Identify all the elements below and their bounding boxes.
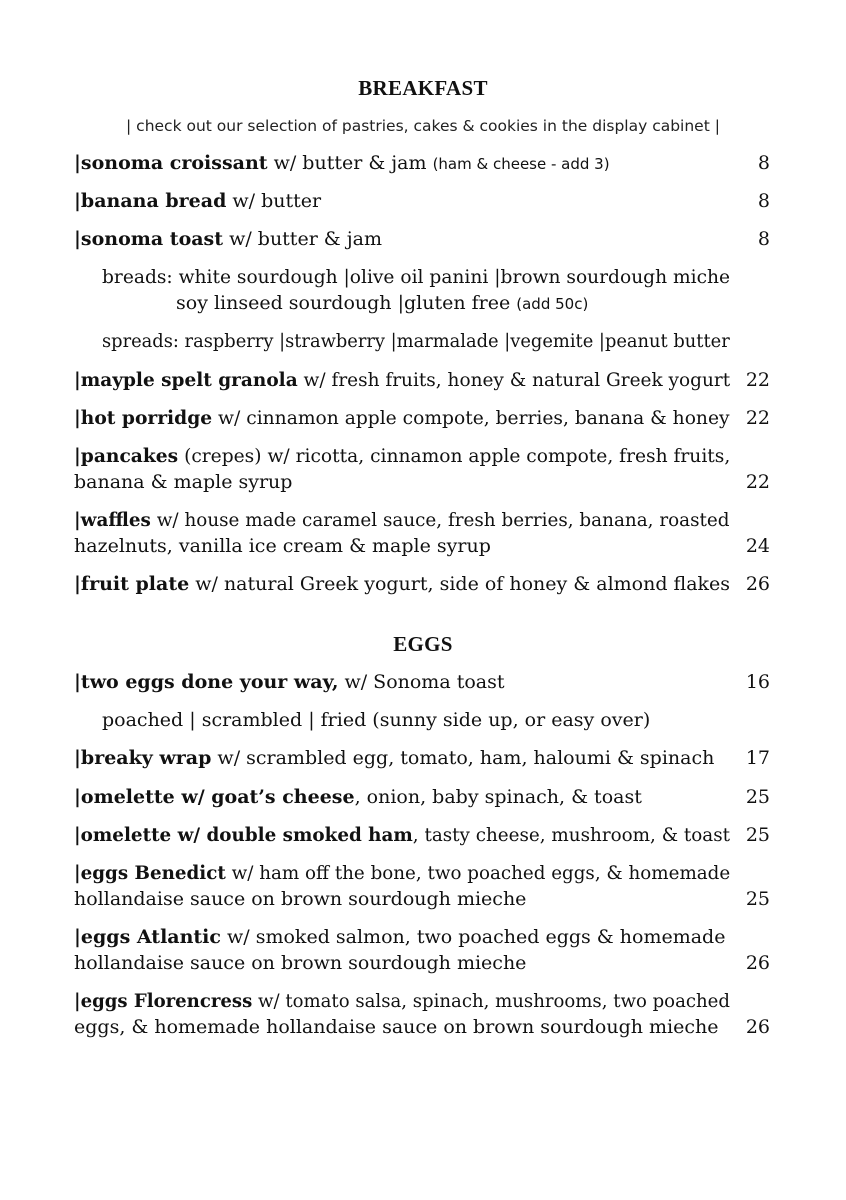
menu-item-porridge — [74, 405, 730, 431]
item-name: |mayple spelt granola — [74, 369, 298, 391]
item-name: |fruit plate — [74, 573, 190, 595]
item-desc-continued: eggs, & homemade hollandaise sauce on brown sourdough mieche — [74, 1016, 719, 1038]
menu-item-granola — [74, 367, 730, 393]
item-name: |sonoma toast — [74, 228, 224, 250]
item-price: 16 — [745, 671, 770, 693]
breakfast-heading: BREAKFAST — [358, 76, 488, 100]
item-desc-continued: hazelnuts, vanilla ice cream & maple syrup — [74, 535, 491, 557]
item-price: 24 — [745, 535, 770, 557]
spreads-line: spreads: raspberry |strawberry |marmalade |vegemite |peanut butter — [102, 330, 730, 352]
menu-item-two-eggs — [74, 669, 504, 695]
item-price: 26 — [745, 573, 770, 595]
item-desc: w/ natural Greek yogurt, side of honey & almond flakes — [189, 573, 731, 595]
item-desc: w/ house made caramel sauce, fresh berries, banana, roasted — [150, 509, 730, 531]
item-desc: w/ scrambled egg, tomato, ham, haloumi & spinach — [211, 747, 715, 769]
item-price: 26 — [745, 952, 770, 974]
item-desc-continued: hollandaise sauce on brown sourdough mieche — [74, 952, 527, 974]
item-name: |omelette w/ double smoked ham — [74, 824, 413, 846]
menu-item-eggs-benedict — [74, 860, 730, 886]
item-name: |eggs Benedict — [74, 862, 226, 884]
item-name: |omelette w/ goat’s cheese — [74, 786, 355, 808]
menu-item-eggs-florencress — [74, 988, 730, 1014]
menu-item-breaky-wrap — [74, 745, 714, 771]
item-name: |eggs Atlantic — [74, 926, 221, 948]
egg-styles-line: poached | scrambled | fried (sunny side up, or easy over) — [102, 709, 651, 731]
item-desc: , onion, baby spinach, & toast — [354, 786, 642, 808]
item-desc-continued: banana & maple syrup — [74, 471, 293, 493]
item-price: 8 — [757, 190, 770, 212]
item-desc: w/ Sonoma toast — [338, 671, 505, 693]
breads-line: breads: white sourdough |olive oil panini |brown sourdough miche — [102, 266, 731, 288]
eggs-heading: EGGS — [393, 632, 453, 656]
item-price: 25 — [745, 824, 770, 846]
menu-item-omelette-goats-cheese — [74, 784, 642, 810]
item-desc: w/ smoked salmon, two poached eggs & homemade — [220, 926, 726, 948]
item-price: 22 — [745, 407, 770, 429]
item-price: 17 — [745, 747, 770, 769]
item-name: |waffles — [74, 509, 151, 531]
menu-item-eggs-atlantic — [74, 924, 725, 950]
item-price: 26 — [745, 1016, 770, 1038]
item-desc-continued: hollandaise sauce on brown sourdough mieche — [74, 888, 527, 910]
item-name: |two eggs done your way, — [74, 671, 339, 693]
item-price: 25 — [745, 786, 770, 808]
item-name: |banana bread — [74, 190, 227, 212]
item-name: |hot porridge — [74, 407, 213, 429]
item-price: 22 — [745, 471, 770, 493]
breads-line-2 — [176, 290, 588, 317]
item-price: 22 — [745, 369, 770, 391]
item-name: |breaky wrap — [74, 747, 212, 769]
menu-item-banana-bread — [74, 188, 321, 214]
breakfast-tagline: | check out our selection of pastries, cakes & cookies in the display cabinet | — [126, 117, 720, 135]
item-name: |eggs Florencress — [74, 990, 253, 1012]
item-desc: (crepes) w/ ricotta, cinnamon apple compote, fresh fruits, — [178, 445, 731, 467]
item-note: (ham & cheese - add 3) — [432, 155, 610, 173]
item-desc: w/ fresh fruits, honey & natural Greek yogurt — [297, 369, 731, 391]
item-desc: w/ cinnamon apple compote, berries, banana & honey — [212, 407, 730, 429]
menu-item-sonoma-croissant — [74, 150, 610, 177]
item-price: 8 — [757, 152, 770, 174]
menu-item-fruit-plate — [74, 571, 730, 597]
menu-item-omelette-ham — [74, 822, 730, 848]
breads-note: (add 50c) — [516, 295, 589, 313]
item-price: 8 — [757, 228, 770, 250]
item-name: |pancakes — [74, 445, 179, 467]
item-desc: w/ butter — [226, 190, 322, 212]
item-desc: w/ butter & jam — [223, 228, 382, 250]
item-desc: w/ tomato salsa, spinach, mushrooms, two poached — [252, 990, 730, 1012]
item-desc: w/ butter & jam — [267, 152, 433, 174]
menu-item-pancakes — [74, 443, 730, 469]
item-desc: w/ ham off the bone, two poached eggs, & homemade — [225, 862, 731, 884]
breads-text: soy linseed sourdough |gluten free — [176, 292, 517, 314]
menu-item-waffles — [74, 507, 729, 533]
menu-item-sonoma-toast — [74, 226, 382, 252]
item-desc: , tasty cheese, mushroom, & toast — [412, 824, 730, 846]
item-name: |sonoma croissant — [74, 152, 268, 174]
item-price: 25 — [745, 888, 770, 910]
